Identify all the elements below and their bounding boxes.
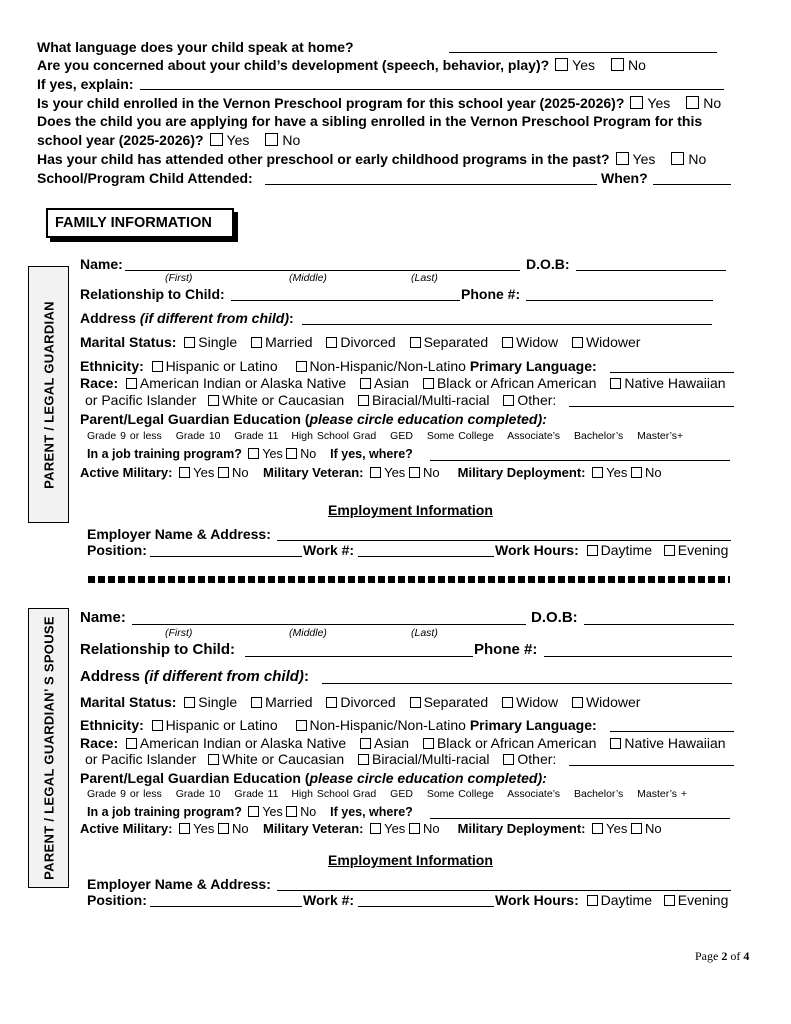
g1-deployment-no-checkbox[interactable] <box>631 467 642 478</box>
g2-job-training-where-field[interactable] <box>430 818 730 819</box>
question-attended-preschool: Has your child has attended other preschool or early childhood programs in the past? Yes No <box>37 151 707 167</box>
g1-employer-field[interactable] <box>277 540 731 541</box>
g2-employer-label: Employer Name & Address: <box>87 876 271 892</box>
enrolled-yes-checkbox[interactable] <box>630 96 643 109</box>
g1-daytime-checkbox[interactable] <box>587 545 598 556</box>
g2-job-training: In a job training program? Yes No If yes, where? <box>87 805 413 819</box>
g2-marital-single-checkbox[interactable] <box>184 697 195 708</box>
sibling-yes-checkbox[interactable] <box>210 133 223 146</box>
g1-edu-masters[interactable]: Master’s+ <box>637 430 684 442</box>
g1-employer-label: Employer Name & Address: <box>87 526 271 542</box>
g2-daytime-checkbox[interactable] <box>587 895 598 906</box>
g2-race-asian-checkbox[interactable] <box>360 738 371 749</box>
g1-edu-associates[interactable]: Associate’s <box>507 430 561 442</box>
g1-address-field[interactable] <box>302 324 712 325</box>
g1-employment-header: Employment Information <box>328 502 493 518</box>
family-information-header: FAMILY INFORMATION <box>46 208 234 238</box>
g2-position-field[interactable] <box>150 906 302 907</box>
attended-yes-checkbox[interactable] <box>616 152 629 165</box>
g1-marital-widower-checkbox[interactable] <box>572 337 583 348</box>
g2-marital-separated-checkbox[interactable] <box>410 697 421 708</box>
school-attended-field[interactable] <box>265 184 597 185</box>
g1-marital-status: Marital Status: Single Married Divorced Separated Widow Widower <box>80 334 641 350</box>
g1-edu-some-college[interactable]: Some College <box>426 430 494 442</box>
question-development-concern: Are you concerned about your child’s development (speech, behavior, play)? Yes No <box>37 57 646 73</box>
g1-position-row: Position: <box>87 542 147 558</box>
g2-hispanic-checkbox[interactable] <box>152 720 163 731</box>
g1-marital-widow-checkbox[interactable] <box>502 337 513 348</box>
g2-relationship-label: Relationship to Child: <box>80 641 235 658</box>
when-label: When? <box>601 170 648 186</box>
g2-veteran-yes-checkbox[interactable] <box>370 823 381 834</box>
g2-non-hispanic-checkbox[interactable] <box>296 720 307 731</box>
g1-race-native-hawaiian-checkbox[interactable] <box>610 378 621 389</box>
g1-phone-field[interactable] <box>526 300 713 301</box>
g2-ethnicity: Ethnicity: Hispanic or Latino Non-Hispanic/Non-Latino Primary Language: <box>80 717 597 733</box>
g1-address-label: Address (if different from child): <box>80 310 294 326</box>
school-attended-label: School/Program Child Attended: <box>37 170 253 186</box>
g1-relationship-field[interactable] <box>231 300 460 301</box>
g1-edu-grade11[interactable]: Grade 11 <box>234 430 279 442</box>
development-explain-label: If yes, explain: <box>37 76 134 92</box>
g2-last-caption: (Last) <box>411 627 438 639</box>
g1-work-hours: Work Hours: Daytime Evening <box>495 542 729 558</box>
g2-race-other-field[interactable] <box>569 765 734 766</box>
g2-edu-ged[interactable]: GED <box>390 788 413 800</box>
g2-relationship-field[interactable] <box>245 656 473 657</box>
g2-first-caption: (First) <box>165 627 193 639</box>
g1-race-asian-checkbox[interactable] <box>360 378 371 389</box>
g1-middle-caption: (Middle) <box>289 272 327 284</box>
g1-marital-divorced-checkbox[interactable] <box>326 337 337 348</box>
g2-edu-bachelors[interactable]: Bachelor’s <box>573 788 624 800</box>
g2-education-label: Parent/Legal Guardian Education (please circle education completed): <box>80 770 547 786</box>
g1-dob-label: D.O.B: <box>526 256 570 272</box>
g1-non-hispanic-checkbox[interactable] <box>296 361 307 372</box>
g2-race-biracial-checkbox[interactable] <box>358 754 369 765</box>
g2-race-black-checkbox[interactable] <box>423 738 434 749</box>
g2-phone-field[interactable] <box>544 656 732 657</box>
g2-name-label: Name: <box>80 609 126 626</box>
g2-marital-divorced-checkbox[interactable] <box>326 697 337 708</box>
g1-marital-single-checkbox[interactable] <box>184 337 195 348</box>
g1-hispanic-checkbox[interactable] <box>152 361 163 372</box>
g1-primary-language-field[interactable] <box>610 372 734 373</box>
g1-veteran-no-checkbox[interactable] <box>409 467 420 478</box>
g1-race-white-checkbox[interactable] <box>208 395 219 406</box>
when-field[interactable] <box>653 184 731 185</box>
g2-marital-married-checkbox[interactable] <box>251 697 262 708</box>
spouse-sidebar: PARENT / LEGAL GUARDIAN’ S SPOUSE <box>28 608 69 888</box>
development-no-checkbox[interactable] <box>611 58 624 71</box>
g2-edu-associates[interactable]: Associate’s <box>507 788 561 800</box>
g2-edu-high-school[interactable]: High School Grad <box>291 788 377 800</box>
development-explain-field[interactable] <box>140 89 724 90</box>
g2-name-field[interactable] <box>132 624 526 625</box>
g1-name-label: Name: <box>80 256 123 272</box>
question-home-language: What language does your child speak at home? <box>37 39 354 55</box>
g1-dob-field[interactable] <box>576 270 726 271</box>
g1-education-levels <box>87 431 683 442</box>
question-sibling-line2: school year (2025-2026)? Yes No <box>37 132 301 148</box>
sibling-no-checkbox[interactable] <box>265 133 278 146</box>
g2-race-native-hawaiian-checkbox[interactable] <box>610 738 621 749</box>
g1-edu-grade10[interactable]: Grade 10 <box>175 430 221 442</box>
g2-education-levels <box>87 789 687 800</box>
g2-deployment-yes-checkbox[interactable] <box>592 823 603 834</box>
g2-job-training-yes-checkbox[interactable] <box>248 806 259 817</box>
g1-deployment-yes-checkbox[interactable] <box>592 467 603 478</box>
g2-evening-checkbox[interactable] <box>664 895 675 906</box>
g1-job-training-no-checkbox[interactable] <box>286 448 297 459</box>
g2-employment-header: Employment Information <box>328 852 493 868</box>
g2-work-hours: Work Hours: Daytime Evening <box>495 892 729 908</box>
g1-evening-checkbox[interactable] <box>664 545 675 556</box>
enrolled-no-checkbox[interactable] <box>686 96 699 109</box>
g1-edu-ged[interactable]: GED <box>390 430 413 442</box>
g1-edu-bachelors[interactable]: Bachelor’s <box>573 430 624 442</box>
g1-active-military-yes-checkbox[interactable] <box>179 467 190 478</box>
g2-edu-masters[interactable]: Master’s + <box>637 788 688 800</box>
g2-marital-status: Marital Status: Single Married Divorced Separated Widow Widower <box>80 694 641 710</box>
g1-work-num-label: Work #: <box>303 542 355 558</box>
g2-military: Active Military: Yes No Military Veteran: Yes No Military Deployment: Yes No <box>80 821 662 836</box>
g2-dob-label: D.O.B: <box>531 609 578 626</box>
g1-job-training: In a job training program? Yes No If yes, where? <box>87 447 413 461</box>
g1-job-training-yes-checkbox[interactable] <box>248 448 259 459</box>
g2-marital-widow-checkbox[interactable] <box>502 697 513 708</box>
g2-address-label: Address (if different from child): <box>80 668 309 685</box>
attended-no-checkbox[interactable] <box>671 152 684 165</box>
g1-phone-label: Phone #: <box>461 286 521 302</box>
g1-last-caption: (Last) <box>411 272 438 284</box>
g1-edu-high-school[interactable]: High School Grad <box>291 430 377 442</box>
g1-race-other-field[interactable] <box>569 406 734 407</box>
g2-dob-field[interactable] <box>584 624 734 625</box>
g2-race-line1: Race: American Indian or Alaska Native Asian Black or African American Native Hawaiian <box>80 735 726 751</box>
g1-education-label: Parent/Legal Guardian Education (please circle education completed): <box>80 411 547 427</box>
g2-edu-grade9[interactable]: Grade 9 or less <box>87 788 162 800</box>
g2-race-line2: or Pacific Islander White or Caucasian Biracial/Multi-racial Other: <box>85 751 557 767</box>
g2-edu-grade10[interactable]: Grade 10 <box>175 788 221 800</box>
g1-name-field[interactable] <box>125 270 520 271</box>
section-separator <box>88 576 730 583</box>
g2-address-field[interactable] <box>322 683 732 684</box>
page-number: Page 2 of 4 <box>695 949 750 963</box>
g2-employer-field[interactable] <box>277 890 731 891</box>
g2-active-military-yes-checkbox[interactable] <box>179 823 190 834</box>
g2-race-american-indian-checkbox[interactable] <box>126 738 137 749</box>
g1-race-american-indian-checkbox[interactable] <box>126 378 137 389</box>
g1-marital-separated-checkbox[interactable] <box>410 337 421 348</box>
g2-job-training-no-checkbox[interactable] <box>286 806 297 817</box>
g1-relationship-label: Relationship to Child: <box>80 286 225 302</box>
g2-position-row: Position: <box>87 892 147 908</box>
g1-military: Active Military: Yes No Military Veteran: Yes No Military Deployment: Yes No <box>80 465 662 480</box>
g2-work-num-field[interactable] <box>358 906 494 907</box>
guardian-sidebar: PARENT / LEGAL GUARDIAN <box>28 266 69 523</box>
g2-race-white-checkbox[interactable] <box>208 754 219 765</box>
g1-race-biracial-checkbox[interactable] <box>358 395 369 406</box>
g1-active-military-no-checkbox[interactable] <box>218 467 229 478</box>
g2-edu-some-college[interactable]: Some College <box>426 788 494 800</box>
g1-race-black-checkbox[interactable] <box>423 378 434 389</box>
g1-race-line1: Race: American Indian or Alaska Native Asian Black or African American Native Hawaiian <box>80 375 726 391</box>
g1-first-caption: (First) <box>165 272 193 284</box>
g1-ethnicity: Ethnicity: Hispanic or Latino Non-Hispanic/Non-Latino Primary Language: <box>80 358 597 374</box>
g2-active-military-no-checkbox[interactable] <box>218 823 229 834</box>
g2-marital-widower-checkbox[interactable] <box>572 697 583 708</box>
development-yes-checkbox[interactable] <box>555 58 568 71</box>
g1-race-line2: or Pacific Islander White or Caucasian Biracial/Multi-racial Other: <box>85 392 557 408</box>
g1-veteran-yes-checkbox[interactable] <box>370 467 381 478</box>
home-language-field[interactable] <box>449 52 717 53</box>
g1-work-num-field[interactable] <box>358 556 494 557</box>
g2-deployment-no-checkbox[interactable] <box>631 823 642 834</box>
question-enrolled-preschool: Is your child enrolled in the Vernon Preschool program for this school year (2025-2026)? Yes No <box>37 95 722 111</box>
g2-work-num-label: Work #: <box>303 892 355 908</box>
question-sibling-line1: Does the child you are applying for have a sibling enrolled in the Vernon Preschool Program for this <box>37 113 703 129</box>
g1-position-field[interactable] <box>150 556 302 557</box>
g2-phone-label: Phone #: <box>474 641 538 658</box>
g1-marital-married-checkbox[interactable] <box>251 337 262 348</box>
g2-middle-caption: (Middle) <box>289 627 327 639</box>
g2-primary-language-field[interactable] <box>610 731 734 732</box>
g2-race-other-checkbox[interactable] <box>503 754 514 765</box>
g2-edu-grade11[interactable]: Grade 11 <box>234 788 279 800</box>
g1-race-other-checkbox[interactable] <box>503 395 514 406</box>
g1-job-training-where-field[interactable] <box>430 460 730 461</box>
g1-edu-grade9[interactable]: Grade 9 or less <box>87 430 162 442</box>
g2-veteran-no-checkbox[interactable] <box>409 823 420 834</box>
